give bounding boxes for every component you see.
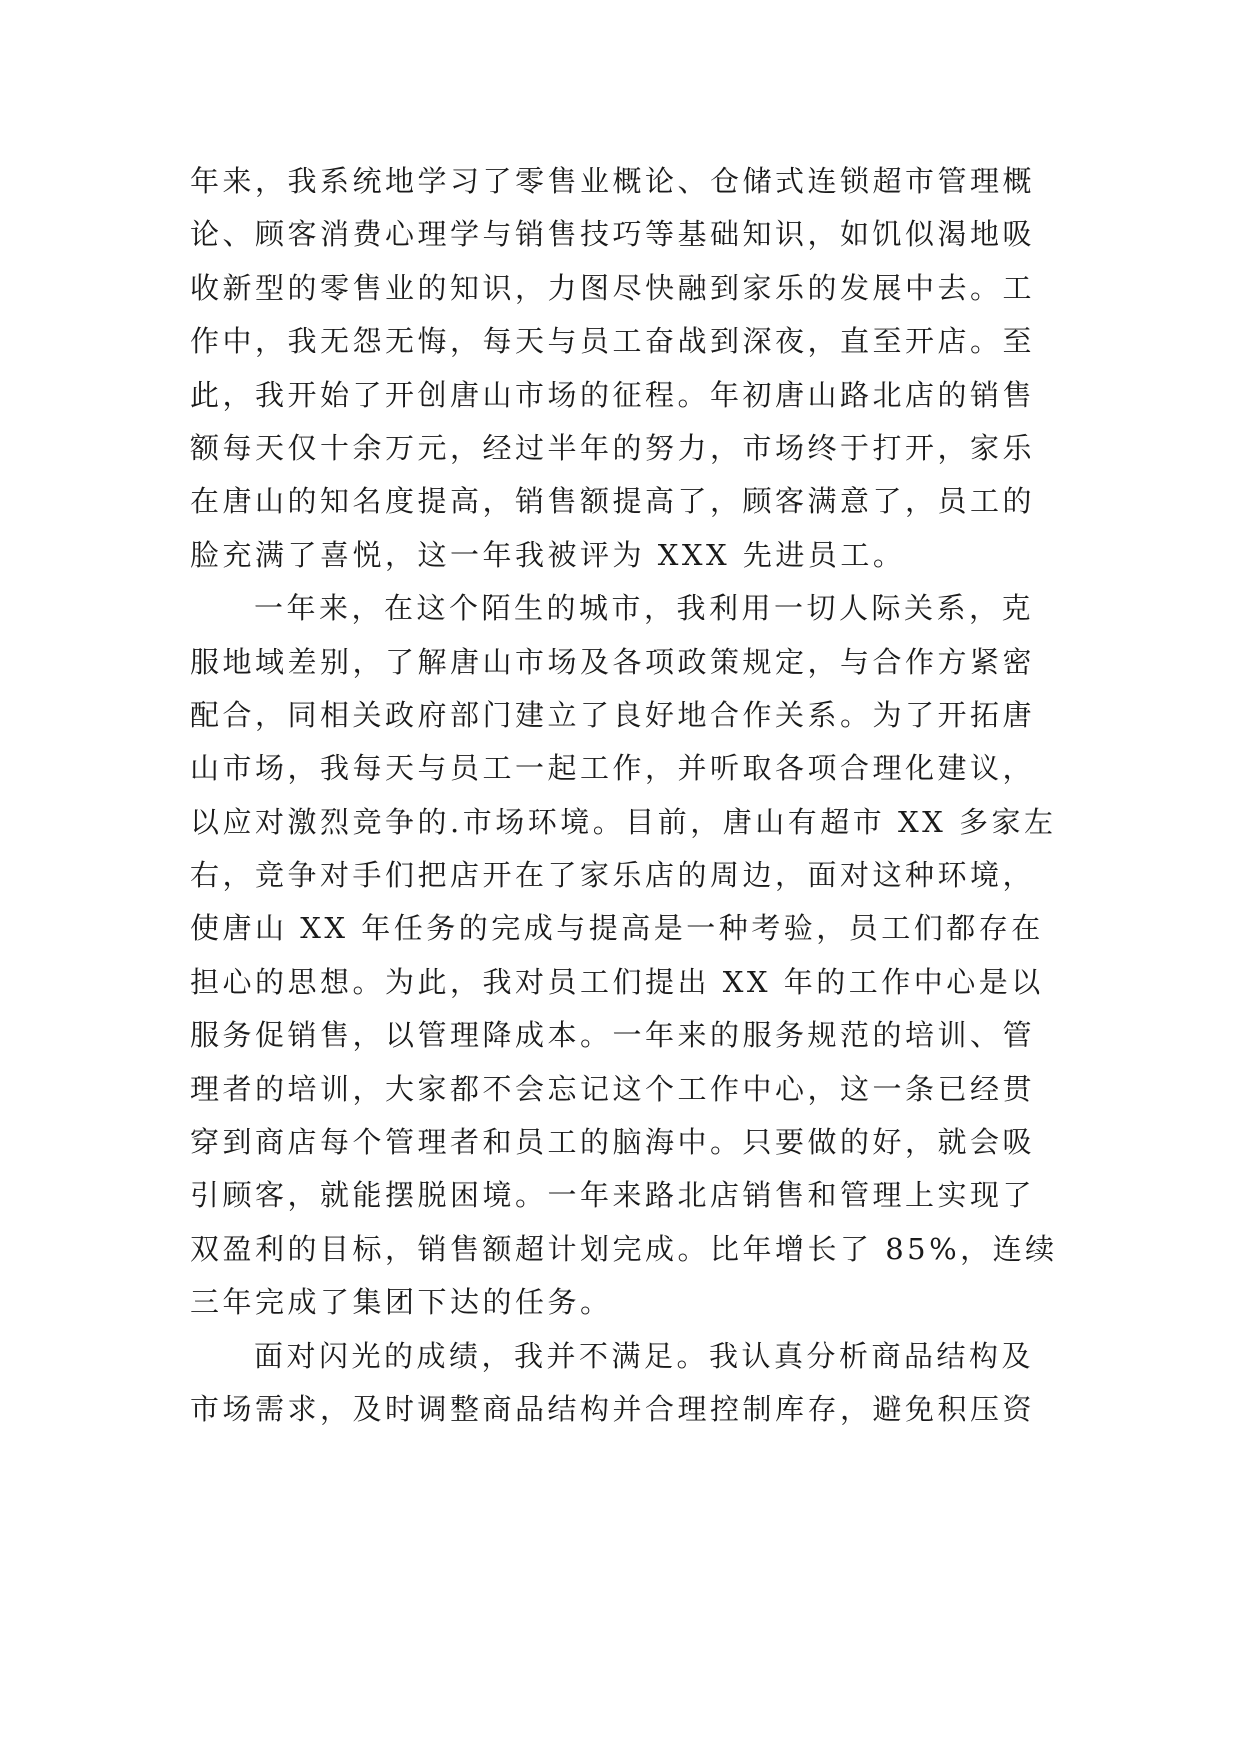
text-line: 市场需求，及时调整商品结构并合理控制库存，避免积压资 [190, 1391, 1036, 1426]
text-line: 以应对激烈竞争的.市场环境。目前，唐山有超市 XX 多家左 [190, 804, 1057, 839]
text-line: 服务促销售，以管理降成本。一年来的服务规范的培训、管 [190, 1018, 1036, 1053]
text-line: 三年完成了集团下达的任务。 [190, 1285, 613, 1320]
text-line: 额每天仅十余万元，经过半年的努力，市场终于打开，家乐 [190, 430, 1036, 465]
text-line: 此，我开始了开创唐山市场的征程。年初唐山路北店的销售 [190, 377, 1036, 412]
text-line: 引顾客，就能摆脱困境。一年来路北店销售和管理上实现了 [190, 1178, 1036, 1213]
body-text [190, 155, 1058, 1436]
text-line: 使唐山 XX 年任务的完成与提高是一种考验，员工们都存在 [190, 911, 1044, 946]
text-line: 理者的培训，大家都不会忘记这个工作中心，这一条已经贯 [190, 1071, 1036, 1106]
text-line: 配合，同相关政府部门建立了良好地合作关系。为了开拓唐 [190, 697, 1036, 732]
text-line: 穿到商店每个管理者和员工的脑海中。只要做的好，就会吸 [190, 1125, 1036, 1160]
text-line: 年来，我系统地学习了零售业概论、仓储式连锁超市管理概 [190, 164, 1036, 198]
text-line: 作中，我无怨无悔，每天与员工奋战到深夜，直至开店。至 [190, 324, 1036, 359]
text-line: 右，竞争对手们把店开在了家乐店的周边，面对这种环境， [190, 858, 1036, 893]
text-line: 论、顾客消费心理学与销售技巧等基础知识，如饥似渴地吸 [190, 217, 1036, 252]
paragraph-first-line: 一年来，在这个陌生的城市，我利用一切人际关系，克 [254, 591, 1035, 626]
paragraph-first-line: 面对闪光的成绩，我并不满足。我认真分析商品结构及 [254, 1338, 1035, 1373]
text-line: 担心的思想。为此，我对员工们提出 XX 年的工作中心是以 [190, 964, 1044, 999]
text-line: 双盈利的目标，销售额超计划完成。比年增长了 85%，连续 [190, 1231, 1058, 1266]
text-line: 山市场，我每天与员工一起工作，并听取各项合理化建议， [190, 751, 1036, 786]
text-line: 在唐山的知名度提高，销售额提高了，顾客满意了，员工的 [190, 484, 1036, 519]
text-line: 脸充满了喜悦，这一年我被评为 XXX 先进员工。 [190, 537, 906, 572]
text-line: 服地域差别，了解唐山市场及各项政策规定，与合作方紧密 [190, 644, 1036, 679]
text-line: 收新型的零售业的知识，力图尽快融到家乐的发展中去。工 [190, 270, 1036, 305]
